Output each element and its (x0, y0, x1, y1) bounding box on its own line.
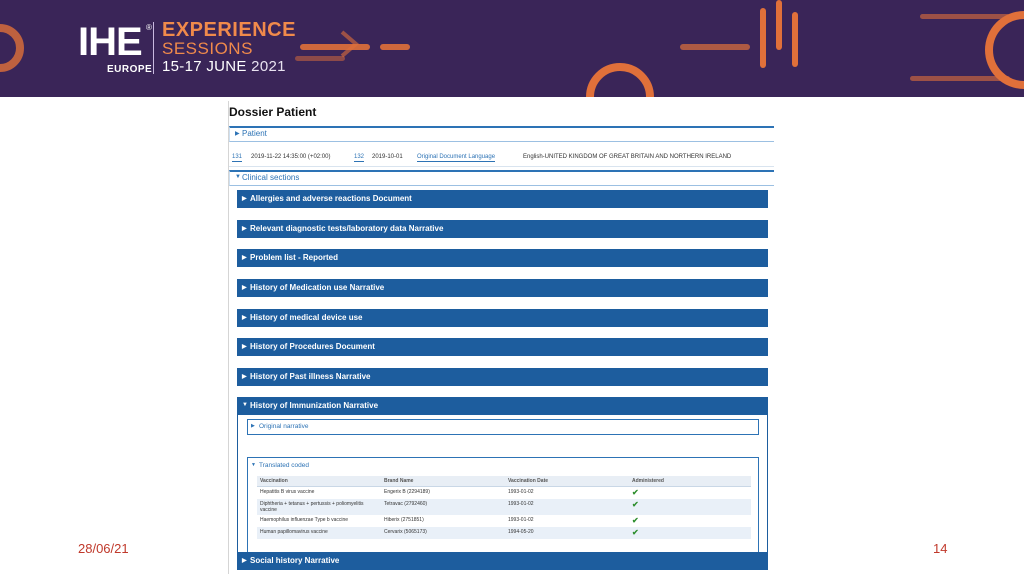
section-social-history[interactable] (237, 552, 768, 570)
meta-tag-1: 131 (232, 154, 243, 160)
administered-cell (629, 527, 751, 539)
patient-section-toggle[interactable] (229, 126, 774, 142)
table-row (257, 499, 751, 515)
clinical-sections-label: Clinical sections (242, 173, 300, 182)
table-header-row (257, 476, 751, 487)
check-icon: ✔ (632, 516, 639, 525)
caret-right-icon: ▶ (242, 255, 247, 261)
date-cell: 1993-01-02 (508, 517, 534, 523)
page-title: Dossier Patient (229, 105, 317, 119)
caret-down-icon: ▼ (242, 402, 248, 408)
document-metadata (229, 149, 774, 167)
brand-cell: Cervarix (5065173) (381, 527, 505, 539)
vaccination-table (257, 476, 751, 539)
slide-date: 28/06/21 (78, 541, 129, 556)
event-date-range: 15-17 JUNE (162, 58, 247, 75)
original-narrative-label: Original narrative (259, 423, 309, 430)
date-cell: 1994-05-20 (505, 527, 629, 539)
logo-separator (153, 22, 154, 74)
caret-right-icon: ▶ (242, 374, 247, 380)
brand-cell: Hiberix (2751851) (384, 517, 424, 523)
column-header: Administered (629, 476, 751, 487)
section-label: History of Procedures Document (250, 342, 375, 351)
caret-right-icon: ▶ (242, 344, 247, 350)
section-medical-devices[interactable] (237, 309, 768, 327)
table-row (257, 527, 751, 539)
event-dates (162, 58, 286, 76)
caret-right-icon: ▶ (242, 226, 247, 232)
caret-right-icon: ▶ (242, 196, 247, 202)
event-title-line2: SESSIONS (162, 39, 253, 58)
section-problem-list[interactable] (237, 249, 768, 267)
event-banner (0, 0, 1024, 97)
language-value: English-UNITED KINGDOM OF GREAT BRITAIN AND NORTHERN IRELAND (523, 154, 732, 160)
meta-tag-2: 132 (354, 154, 365, 160)
ihe-logo: IHE (78, 20, 142, 64)
meta-datetime: 2019-11-22 14:35:00 (+02:00) (251, 154, 331, 160)
immunization-content (237, 415, 768, 555)
caret-right-icon: ▶ (242, 558, 247, 564)
section-procedures[interactable] (237, 338, 768, 356)
registered-mark: ® (146, 23, 152, 32)
language-label: Original Document Language (417, 154, 496, 160)
section-label: History of medical device use (250, 313, 363, 322)
caret-right-icon: ▶ (242, 315, 247, 321)
column-header: Vaccination (257, 476, 381, 487)
dossier-panel (228, 101, 774, 574)
table-row (257, 515, 751, 527)
translated-coded-toggle[interactable]: Translated coded (259, 462, 309, 469)
section-immunization[interactable] (237, 397, 768, 415)
caret-down-icon: ▼ (251, 462, 256, 468)
logo-subtitle: EUROPE (107, 64, 153, 75)
translated-coded-panel (247, 457, 759, 553)
section-label: History of Past illness Narrative (250, 372, 371, 381)
vaccination-cell: Diphtheria + tetanus + pertussis + poliomyelitis vaccine (257, 499, 381, 515)
administered-cell (629, 487, 751, 500)
date-cell: 1993-01-02 (508, 489, 534, 495)
caret-right-icon: ▶ (242, 285, 247, 291)
vaccination-cell: Hepatitis B virus vaccine (260, 489, 315, 495)
table-row (257, 487, 751, 500)
section-label: History of Immunization Narrative (250, 401, 379, 410)
caret-down-icon: ▼ (235, 174, 241, 180)
caret-right-icon: ▶ (235, 131, 240, 137)
column-header: Brand Name (381, 476, 505, 487)
vaccination-cell: Haemophilus influenzae Type b vaccine (260, 517, 349, 523)
section-label: History of Medication use Narrative (250, 283, 385, 292)
administered-cell (629, 515, 751, 527)
column-header: Vaccination Date (505, 476, 629, 487)
original-narrative-toggle[interactable] (247, 419, 759, 435)
section-label: Relevant diagnostic tests/laboratory data Narrative (250, 224, 444, 233)
check-icon: ✔ (632, 500, 639, 509)
section-medication-use[interactable] (237, 279, 768, 297)
patient-section-label: Patient (242, 129, 267, 138)
section-diagnostic-tests[interactable] (237, 220, 768, 238)
meta-date: 2019-10-01 (372, 154, 403, 160)
event-year: 2021 (251, 58, 286, 75)
check-icon: ✔ (632, 488, 639, 497)
slide-number: 14 (933, 541, 948, 556)
clinical-sections-toggle[interactable] (229, 170, 774, 186)
section-label: Allergies and adverse reactions Document (250, 194, 412, 203)
caret-right-icon: ▶ (251, 423, 255, 429)
administered-cell (629, 499, 751, 515)
section-past-illness[interactable] (237, 368, 768, 386)
brand-cell: Engerix B (2294189) (384, 489, 430, 495)
vaccination-cell: Human papillomavirus vaccine (257, 527, 381, 539)
event-title-line1: EXPERIENCE (162, 19, 296, 41)
section-label: Social history Narrative (250, 556, 340, 565)
check-icon: ✔ (632, 528, 639, 537)
brand-cell: Tetravac (2792460) (381, 499, 505, 515)
section-label: Problem list - Reported (250, 253, 339, 262)
section-allergies[interactable] (237, 190, 768, 208)
date-cell: 1993-01-02 (505, 499, 629, 515)
